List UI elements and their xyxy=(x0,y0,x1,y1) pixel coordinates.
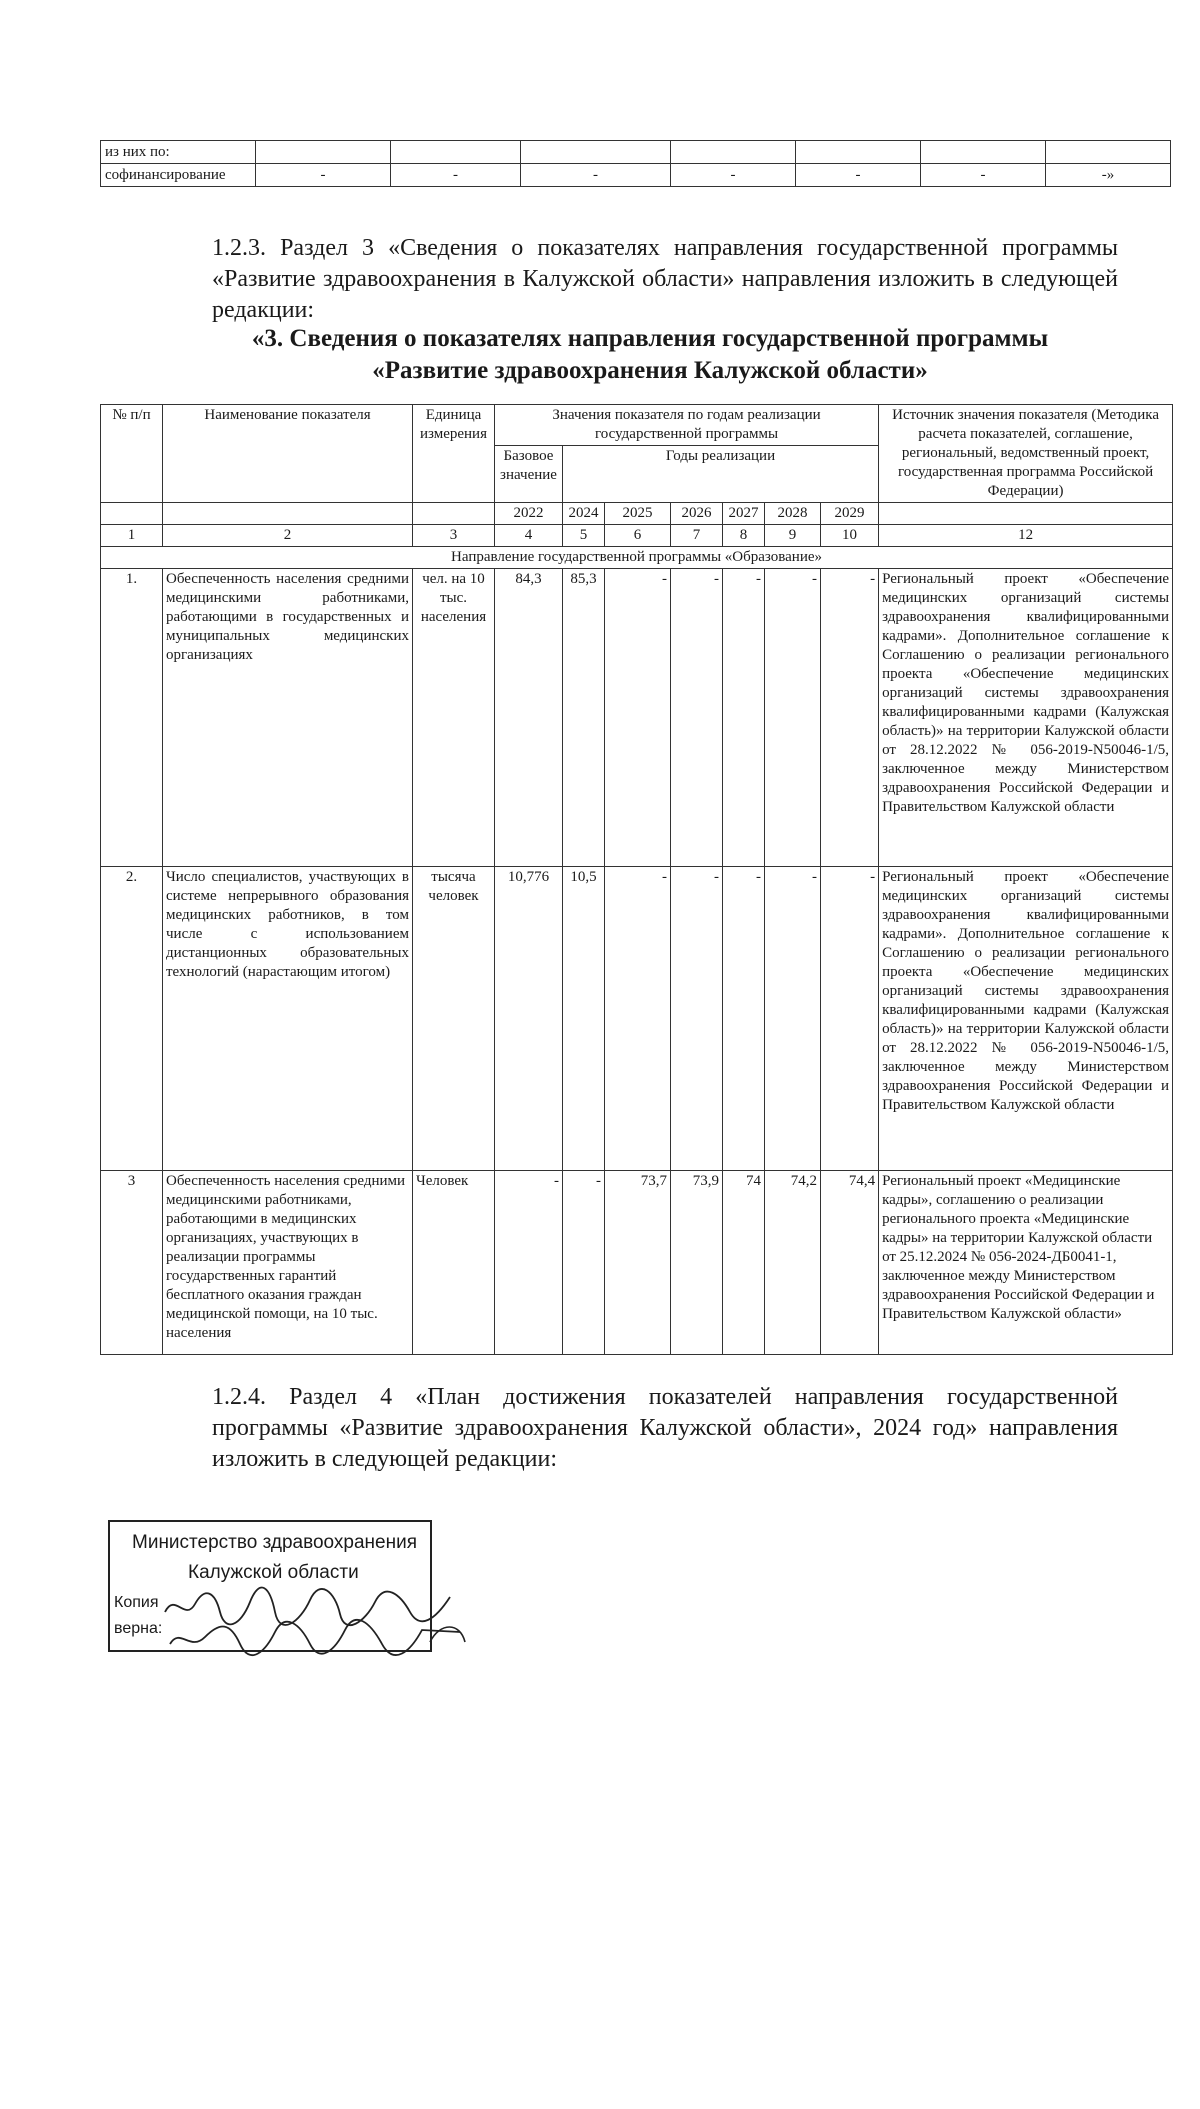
table-row: 1. Обеспеченность населения средними медицинскими работниками, работающими в государственных и муниципальных медицинских организациях чел. на 10 тыс. населения 84,3 85,3 - - - - - Региональный проект «Обеспечение медицинских организаций системы здравоохранения квалифицированными кадрами». Дополнительное соглашение к Соглашению о реализации регионального проекта «Обеспечение медицинских организаций системы здравоохранения квалифицированными кадрами (Калужская область)» на территории Калужской области от 28.12.2022 № 056-2019-N50046-1/5, заключенное между Министерством здравоохранения Российской Федерации и Правительством Калужской области xyxy=(101,569,1173,867)
stamp-line: верна: xyxy=(114,1620,163,1637)
header-name: Наименование показателя xyxy=(163,405,413,503)
table-row xyxy=(101,141,1171,164)
section-row xyxy=(101,547,1173,569)
section-title: Направление государственной программы «Образование» xyxy=(101,547,1173,569)
table-row: софинансирование - - - - - - -» xyxy=(101,164,1171,187)
stamp-line: Министерство здравоохранения xyxy=(132,1532,417,1553)
header-base: Базовое значение xyxy=(495,446,563,503)
paragraph-1-2-3: 1.2.3. Раздел 3 «Сведения о показателях направления государственной программы «Развитие здравоохранения в Калужской области» направления изложить в следующей редакции: xyxy=(212,235,1118,323)
section-heading-line2: «Развитие здравоохранения Калужской области» xyxy=(372,357,928,384)
header-year: 2028 xyxy=(765,503,821,525)
header-source: Источник значения показателя (Методика расчета показателей, соглашение, региональный, ведомственный проект, государственная программа Российской Федерации) xyxy=(879,405,1173,503)
header-row xyxy=(101,405,1173,446)
row-label: из них по: xyxy=(101,141,256,164)
indicators-table xyxy=(100,404,1173,1355)
row-label: софинансирование xyxy=(101,164,256,187)
header-values-group: Значения показателя по годам реализации государственной программы xyxy=(495,405,879,446)
header-year: 2029 xyxy=(821,503,879,525)
table-row: 2. Число специалистов, участвующих в системе непрерывного образования медицинских работников, в том числе с использованием дистанционных образовательных технологий (нарастающим итогом) тысяча человек 10,776 10,5 - - - - - Региональный проект «Обеспечение медицинских организаций системы здравоохранения квалифицированными кадрами». Дополнительное соглашение к Соглашению о реализации регионального проекта «Обеспечение медицинских организаций системы здравоохранения квалифицированными кадрами (Калужская область)» на территории Калужской области от 28.12.2022 № 056-2019-N50046-1/5, заключенное между Министерством здравоохранения Российской Федерации и Правительством Калужской области xyxy=(101,867,1173,1171)
header-year: 2026 xyxy=(671,503,723,525)
header-year: 2022 xyxy=(495,503,563,525)
header-unit: Единица измерения xyxy=(413,405,495,503)
header-year: 2025 xyxy=(605,503,671,525)
section-heading-line1: «3. Сведения о показателях направления государственной программы xyxy=(251,325,1049,352)
table-row: 3 Обеспеченность населения средними медицинскими работниками, работающими в медицинских организациях, участвующих в реализации программы государственных гарантий бесплатного оказания граждан медицинской помощи, на 10 тыс. населения Человек - - 73,7 73,9 74 74,2 74,4 Региональный проект «Медицинские кадры», соглашению о реализации регионального проекта «Медицинские кадры» на территории Калужской области от 25.12.2024 № 056-2024-ДБ0041-1, заключенное между Министерством здравоохранения Российской Федерации и Правительством Калужской области» xyxy=(101,1171,1173,1355)
header-year: 2024 xyxy=(563,503,605,525)
header-num: № п/п xyxy=(101,405,163,503)
paragraph-1-2-4: 1.2.4. Раздел 4 «План достижения показателей направления государственной программы «Развитие здравоохранения Калужской области», 2024 год» направления изложить в следующей редакции: xyxy=(212,1384,1118,1472)
stamp-line: Калужской области xyxy=(188,1562,359,1583)
handwritten-signature xyxy=(160,1582,480,1662)
header-years-row xyxy=(101,503,1173,525)
column-number-row: 1 2 3 4 5 6 7 8 9 10 12 xyxy=(101,525,1173,547)
header-year: 2027 xyxy=(723,503,765,525)
header-years-group: Годы реализации xyxy=(563,446,879,503)
stamp-line: Копия xyxy=(114,1594,159,1611)
closing-cell: -» xyxy=(1046,164,1171,187)
previous-table-fragment xyxy=(100,140,1171,187)
